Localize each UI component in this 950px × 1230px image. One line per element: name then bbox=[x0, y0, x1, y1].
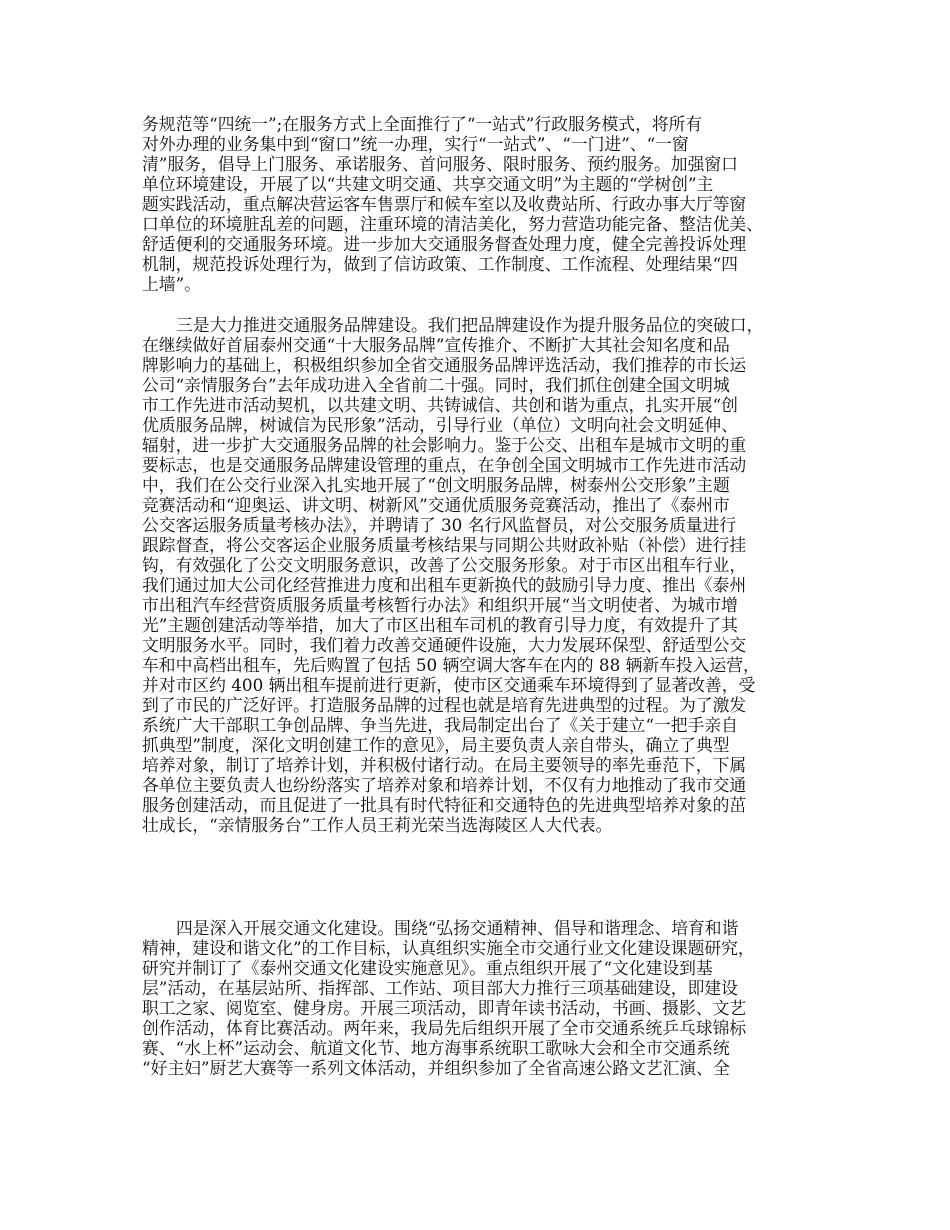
text-line: 职工之家、阅览室、健身房。开展三项活动，即青年读书活动，书画、摄影、文艺 bbox=[142, 998, 747, 1018]
text-line: 四是深入开展交通文化建设。围绕“弘扬交通精神、倡导和谐理念、培育和谐 bbox=[176, 918, 739, 938]
text-line: 市出租汽车经营资质服务质量考核暂行办法》和组织开展“当文明使者、为城市增 bbox=[142, 595, 738, 615]
text-line: 到了市民的广泛好评。打造服务品牌的过程也就是培育先进典型的过程。为了激发 bbox=[142, 695, 747, 715]
text-line: 中，我们在公交行业深入扎实地开展了“创文明服务品牌，树泰州公交形象”主题 bbox=[142, 475, 730, 495]
text-line: 我们通过加大公司化经营推进力度和出租车更新换代的鼓励引导力度、推出《泰州 bbox=[142, 575, 747, 595]
text-line: 光”主题创建活动等举措，加大了市区出租车司机的教育引导力度，有效提升了其 bbox=[142, 615, 738, 635]
text-line: 要标志，也是交通服务品牌建设管理的重点，在争创全国文明城市工作先进市活动 bbox=[142, 455, 747, 475]
text-line: 车和中高档出租车，先后购置了包括 50 辆空调大客车在内的 88 辆新车投入运营， bbox=[142, 655, 760, 675]
text-line: 创作活动，体育比赛活动。两年来，我局先后组织开展了全市交通系统乒乓球锦标 bbox=[142, 1018, 747, 1038]
text-line: 单位环境建设，开展了以“共建文明交通、共享交通文明”为主题的“学树创”主 bbox=[142, 174, 714, 194]
text-line: 系统广大干部职工争创品牌、争当先进，我局制定出台了《关于建立“一把手亲自 bbox=[142, 715, 738, 735]
text-line: 清”服务，倡导上门服务、承诺服务、首问服务、限时服务、预约服务。加强窗口 bbox=[142, 154, 738, 174]
text-line: 壮成长，“亲情服务台”工作人员王莉光荣当选海陵区人大代表。 bbox=[142, 815, 613, 835]
text-line: 市工作先进市活动契机，以共建文明、共铸诚信、共创和谐为重点，扎实开展“创 bbox=[142, 395, 738, 415]
text-line: 题实践活动，重点解决营运客车售票厅和候车室以及收费站所、行政办事大厅等窗 bbox=[142, 194, 747, 214]
text-line: 对外办理的业务集中到“窗口”统一办理，实行“一站式”、“一门进”、“一窗 bbox=[142, 134, 689, 154]
text-line: 务规范等“四统一”;在服务方式上全面推行了“一站式”行政服务模式，将所有 bbox=[142, 114, 703, 134]
text-line: “好主妇”厨艺大赛等一系列文体活动，并组织参加了全省高速公路文艺汇演、全 bbox=[142, 1058, 730, 1078]
text-line: 口单位的环境脏乱差的问题，注重环境的清洁美化，努力营造功能完备、整洁优美、 bbox=[142, 214, 763, 234]
text-line: 钩，有效强化了公交文明服务意识，改善了公交服务形象。对于市区出租车行业， bbox=[142, 555, 747, 575]
text-line: 上墙”。 bbox=[142, 274, 201, 294]
text-line: 精神，建设和谐文化”的工作目标，认真组织实施全市交通行业文化建设课题研究， bbox=[142, 938, 755, 958]
text-line: 公司“亲情服务台”去年成功进入全省前二十强。同时，我们抓住创建全国文明城 bbox=[142, 375, 730, 395]
text-line: 竞赛活动和“迎奥运、讲文明、树新风”交通优质服务竞赛活动，推出了《泰州市 bbox=[142, 495, 730, 515]
text-line: 辐射，进一步扩大交通服务品牌的社会影响力。鉴于公交、出租车是城市文明的重 bbox=[142, 435, 747, 455]
text-line: 公交客运服务质量考核办法》，并聘请了 30 名行风监督员，对公交服务质量进行 bbox=[142, 515, 737, 535]
text-line: 优质服务品牌，树诚信为民形象”活动，引导行业（单位）文明向社会文明延伸、 bbox=[142, 415, 738, 435]
text-line: 三是大力推进交通服务品牌建设。我们把品牌建设作为提升服务品位的突破口， bbox=[176, 315, 764, 335]
text-line: 服务创建活动，而且促进了一批具有时代特征和交通特色的先进典型培养对象的茁 bbox=[142, 795, 747, 815]
text-line: 舒适便利的交通服务环境。进一步加大交通服务督查处理力度，健全完善投诉处理 bbox=[142, 234, 747, 254]
text-line: 文明服务水平。同时，我们着力改善交通硬件设施，大力发展环保型、舒适型公交 bbox=[142, 635, 747, 655]
text-line: 研究并制订了《泰州交通文化建设实施意见》。重点组织开展了“文化建设到基 bbox=[142, 958, 713, 978]
text-line: 培养对象，制订了培养计划，并积极付诸行动。在局主要领导的率先垂范下，下属 bbox=[142, 755, 747, 775]
text-line: 在继续做好首届泰州交通“十大服务品牌”宣传推介、不断扩大其社会知名度和品 bbox=[142, 335, 730, 355]
text-line: 跟踪督查，将公交客运企业服务质量考核结果与同期公共财政补贴（补偿）进行挂 bbox=[142, 535, 747, 555]
text-line: 各单位主要负责人也纷纷落实了培养对象和培养计划，不仅有力地推动了我市交通 bbox=[142, 775, 747, 795]
text-line: 机制，规范投诉处理行为，做到了信访政策、工作制度、工作流程、处理结果“四 bbox=[142, 254, 738, 274]
text-line: 并对市区约 400 辆出租车提前进行更新，使市区交通乘车环境得到了显著改善，受 bbox=[142, 675, 756, 695]
text-line: 抓典型”制度，深化文明创建工作的意见》，局主要负责人亲自带头，确立了典型 bbox=[142, 735, 730, 755]
text-line: 赛、“水上杯”运动会、航道文化节、地方海事系统职工歌咏大会和全市交通系统 bbox=[142, 1038, 730, 1058]
text-line: 牌影响力的基础上，积极组织参加全省交通服务品牌评选活动，我们推荐的市长运 bbox=[142, 355, 747, 375]
text-line: 层”活动，在基层站所、指挥部、工作站、项目部大力推行三项基础建设，即建设 bbox=[142, 978, 738, 998]
